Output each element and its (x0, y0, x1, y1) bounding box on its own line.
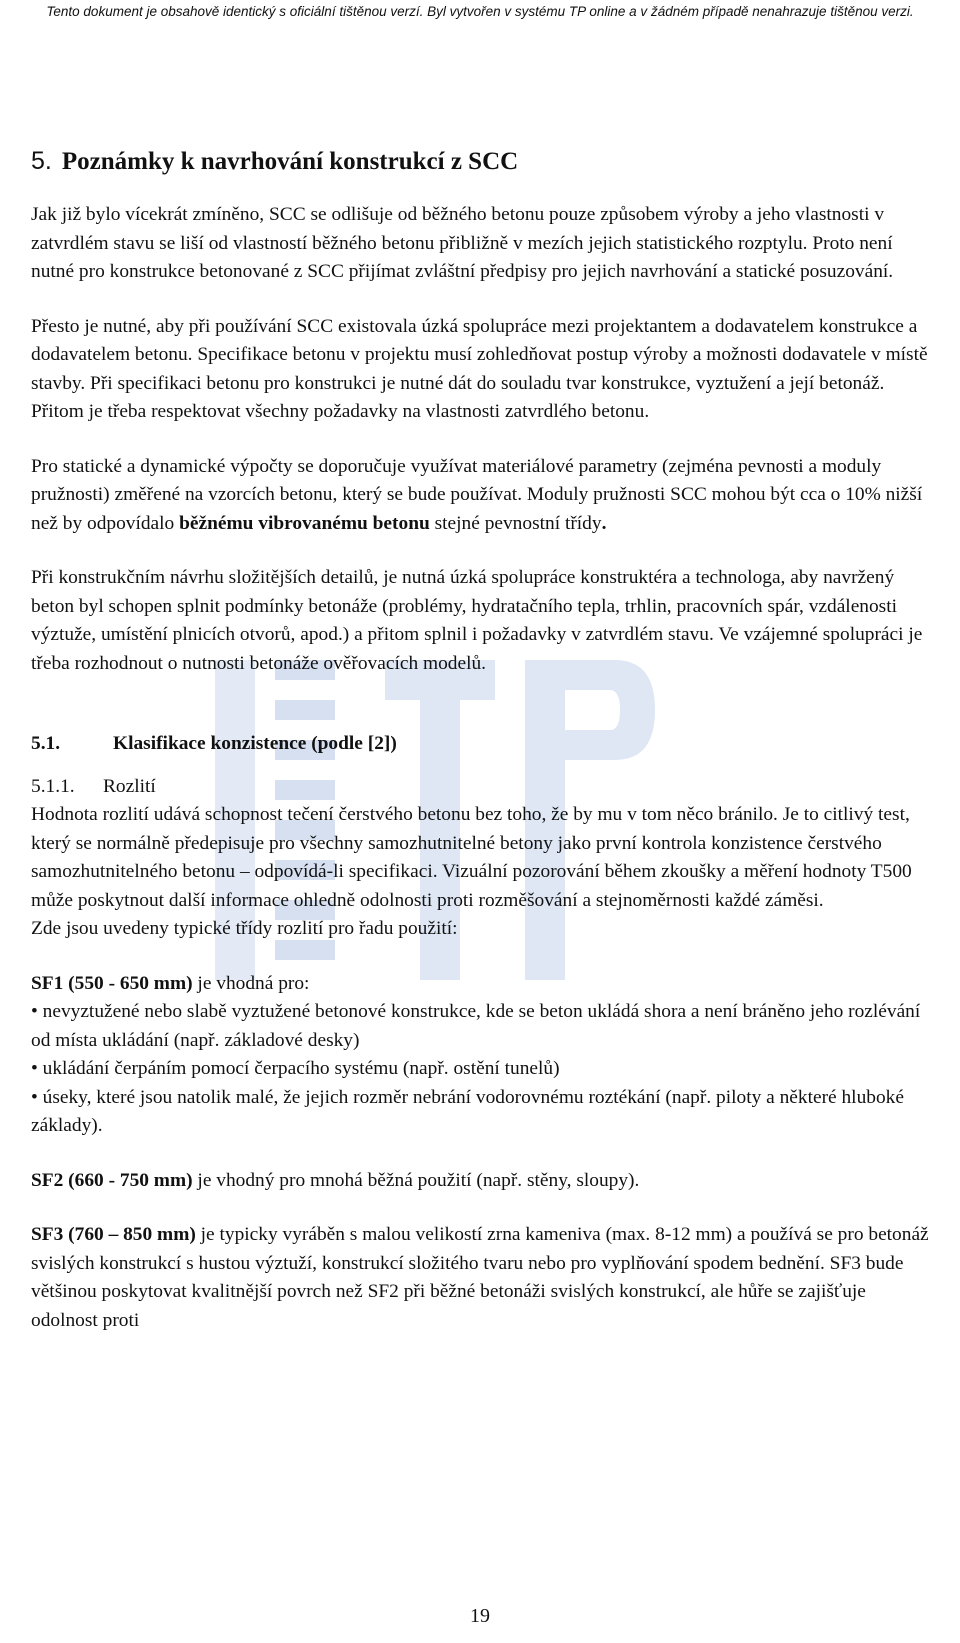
subsection-heading (31, 730, 931, 759)
section-number: 5. (31, 147, 52, 175)
sf1-suffix: je vhodná pro: (192, 972, 310, 994)
subsection-number: 5.1. (31, 733, 61, 754)
sf1-label: SF1 (550 - 650 mm) (31, 972, 193, 994)
sf3-line (31, 1221, 931, 1335)
sf1-line (31, 970, 931, 999)
sf2-suffix: je vhodný pro mnohá běžná použití (např. stěny, sloupy). (192, 1169, 640, 1191)
paragraph-1: Jak již bylo vícekrát zmíněno, SCC se odlišuje od běžného betonu pouze způsobem výroby a jeho vlastnosti v zatvrdlém stavu se liší od vlastností běžného betonu přibližně v mezích jejich statistického rozptylu. Proto není nutné pro konstrukce betonované z SCC přijímat zvláštní předpisy pro jejich navrhování a statické posuzování. (31, 204, 894, 282)
sf1-bullet-3: • úseky, které jsou natolik malé, že jejich rozměr nebrání vodorovnému roztékání (např. piloty a některé hluboké základy). (31, 1086, 904, 1136)
sf1-bullet-2: • ukládání čerpáním pomocí čerpacího systému (např. ostění tunelů) (31, 1058, 560, 1079)
paragraph-2: Přesto je nutné, aby při používání SCC existovala úzká spolupráce mezi projektantem a dodavatelem konstrukce a dodavatelem betonu. Specifikace betonu v projektu musí zohledňovat postup výroby a možnosti dodavatele v místě stavby. Při specifikaci betonu pro konstrukci je nutné dát do souladu tvar konstrukce, vyztužení a její betonáž. Přitom je třeba respektovat všechny požadavky na vlastnosti zatvrdlého betonu. (31, 315, 928, 422)
paragraph-3-start: Pro statické a dynamické výpočty se doporučuje využívat materiálové parametry (zejména pevnosti a moduly pružnosti) změřené na vzorcích betonu, který se bude používat. Moduly pružnosti SCC mohou být cca o 10% nižší než by odpovídalo (31, 455, 923, 534)
page-number: 19 (470, 1605, 490, 1627)
rozliti-text: Hodnota rozlití udává schopnost tečení čerstvého betonu bez toho, že by mu v tom něco bránilo. Je to citlivý test, který se normálně předepisuje pro všechny samozhutnitelné betony jako první kontrola konzistence čerstvého samozhutnitelného betonu – odpovídá-li specifikaci. Vizuální pozorování během zkoušky a měření hodnoty T500 může poskytnout další informace ohledně odolnosti proti rozměšování a stejnoměrnosti každé záměsi. (31, 804, 912, 911)
sf2-label: SF2 (660 - 750 mm) (31, 1169, 193, 1191)
subsubsection-title: Rozlití (103, 775, 156, 797)
section-heading (31, 146, 931, 177)
paragraph-3-end: . (601, 512, 607, 534)
subsubsection-number: 5.1.1. (31, 775, 75, 797)
page-content (31, 146, 931, 1335)
paragraph-3-bold: běžnému vibrovanému betonu (179, 512, 430, 534)
subsection-title: Klasifikace konzistence (podle [2]) (113, 733, 397, 754)
sf3-suffix: je typicky vyráběn s malou velikostí zrna kameniva (max. 8-12 mm) a používá se pro betonáž svislých konstrukcí s hustou výztuží, konstrukcí složitého tvaru nebo pro vyplňování spodem bednění. SF3 bude většinou poskytovat kvalitnější povrch než SF2 při běžné betonáži svislých konstrukcí, ale hůře se zajišťuje odolnost proti (31, 1224, 929, 1331)
subsubsection-heading (31, 773, 931, 802)
paragraph-3-mid: stejné pevnostní třídy (429, 512, 602, 534)
paragraph-3 (31, 453, 931, 539)
disclaimer-banner: Tento dokument je obsahově identický s oficiální tištěnou verzí. Byl vytvořen v systému TP online a v žádném případě nenahrazuje tištěnou verzi. (46, 4, 914, 19)
sf1-bullet-1: • nevyztužené nebo slabě vyztužené betonové konstrukce, kde se beton ukládá shora a není bráněno jeho rozlévání od místa ukládání (např. základové desky) (31, 1001, 921, 1051)
sf2-line (31, 1167, 931, 1196)
paragraph-4: Při konstrukčním návrhu složitějších detailů, je nutná úzká spolupráce konstruktéra a technologa, aby navržený beton byl schopen splnit podmínky betonáže (problémy, hydratačního tepla, trhlin, pracovních spár, vzdálenosti výztuže, umístění plnicích otvorů, apod.) a přitom splnil i požadavky v zatvrdlém stavu. Ve vzájemné spolupráci je třeba rozhodnout o nutnosti betonáže ověřovacích modelů. (31, 567, 923, 674)
rozliti-intro: Zde jsou uvedeny typické třídy rozlití pro řadu použití: (31, 918, 458, 939)
section-title: Poznámky k navrhování konstrukcí z SCC (61, 148, 519, 175)
sf3-label: SF3 (760 – 850 mm) (31, 1224, 196, 1245)
